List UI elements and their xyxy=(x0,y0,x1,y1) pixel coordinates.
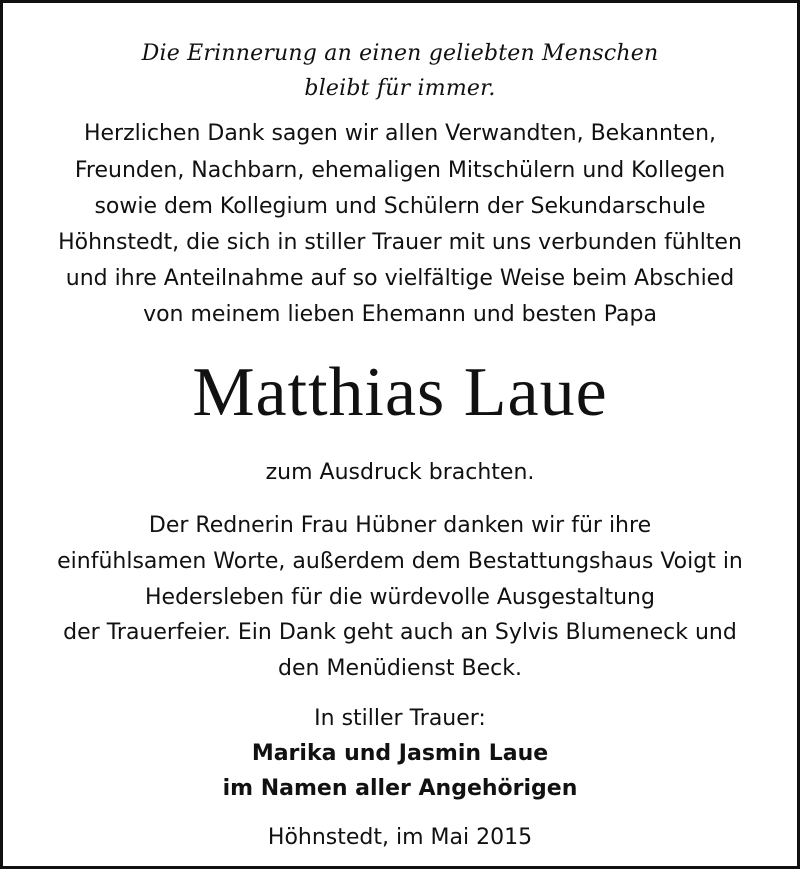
thanks-line-6: von meinem lieben Ehemann und besten Papa xyxy=(143,302,657,327)
signatory-relation: im Namen aller Angehörigen xyxy=(222,776,578,801)
thanks-line-1: Herzlichen Dank sagen wir allen Verwandten, Bekannten, xyxy=(83,121,717,146)
further-thanks-line-1: Der Rednerin Frau Hübner danken wir für ihre xyxy=(148,513,652,538)
further-thanks-line-5: den Menüdienst Beck. xyxy=(278,656,522,681)
after-name-line: zum Ausdruck brachten. xyxy=(265,460,535,485)
deceased-name: Matthias Laue xyxy=(192,354,608,431)
motto-line-1: Die Erinnerung an einen geliebten Menschen xyxy=(141,41,659,66)
thanks-line-5: und ihre Anteilnahme auf so vielfältige Weise beim Abschied xyxy=(65,266,735,291)
motto-line-2: bleibt für immer. xyxy=(304,76,496,101)
signatory-names: Marika und Jasmin Laue xyxy=(251,741,549,766)
closing-line: In stiller Trauer: xyxy=(314,706,486,731)
thanks-line-4: Höhnstedt, die sich in stiller Trauer mit uns verbunden fühlten xyxy=(58,230,742,255)
thanks-line-2: Freunden, Nachbarn, ehemaligen Mitschülern und Kollegen xyxy=(74,158,726,183)
further-thanks-line-4: der Trauerfeier. Ein Dank geht auch an Sylvis Blumeneck und xyxy=(63,620,737,645)
place-date: Höhnstedt, im Mai 2015 xyxy=(267,825,533,850)
further-thanks-line-3: Hedersleben für die würdevolle Ausgestaltung xyxy=(145,585,655,610)
thanks-line-3: sowie dem Kollegium und Schülern der Sekundarschule xyxy=(94,194,706,219)
further-thanks-line-2: einfühlsamen Worte, außerdem dem Bestattungshaus Voigt in xyxy=(57,549,743,574)
